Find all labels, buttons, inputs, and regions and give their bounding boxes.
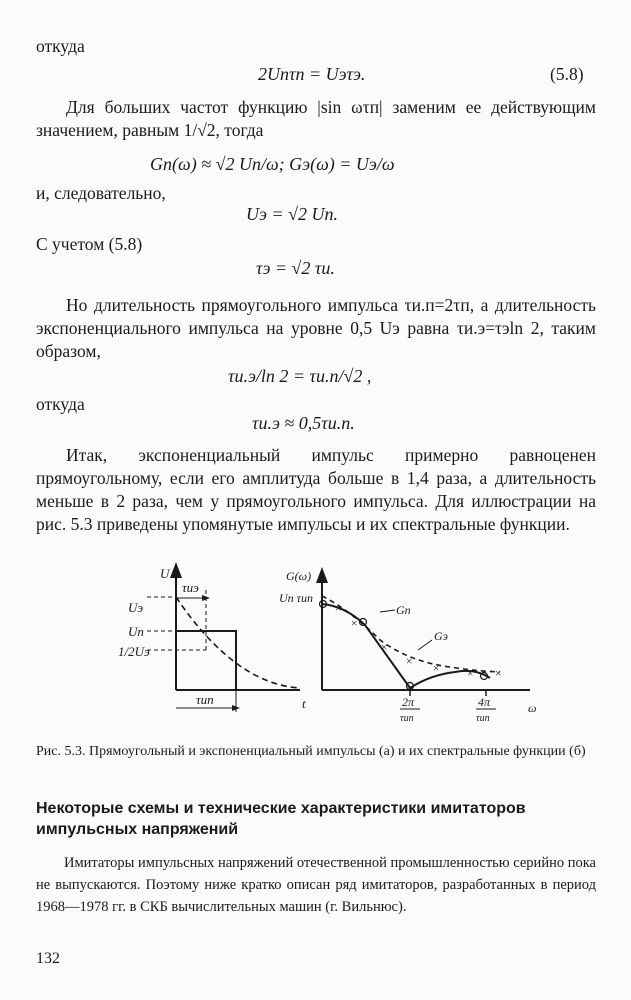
page-number: 132 [36,950,60,967]
label-omega-axis: ω [528,701,537,715]
label-u-p: Uп [128,624,144,639]
text-otkuda-1: откуда [36,36,85,56]
equation-g-functions: Gп(ω) ≈ √2 Uп/ω; Gэ(ω) = Uэ/ω [150,154,395,174]
exponential-pulse [176,597,300,688]
label-t-axis: t [302,696,306,711]
text-s-uchetom: С учетом (5.8) [36,234,143,254]
equation-number-5-8: (5.8) [550,64,584,84]
text-sledovatelno: и, следовательно, [36,183,166,203]
label-half-u: 1/2Uэ [118,644,150,659]
label-tau-ip: τип [196,692,214,707]
label-u-tau: Uп τип [279,591,313,605]
marker-cross: × [334,601,343,615]
section-heading: Некоторые схемы и технические характеристики имитаторов импульсных напряжений [36,800,526,838]
figure-labels-b [279,569,536,724]
marker-cross: × [380,640,389,654]
marker-cross: × [494,666,503,680]
equation-tau-ratio: τэ = √2 τи. [256,258,335,278]
paragraph-duration: Но длительность прямоугольного импульса τи.п=2τп, а длительность экспоненциального импульса на уровне 0,5 Uэ равна τи.э=τэln 2, таким образом, [36,295,596,361]
equation-5-8: 2Uпτп = Uэτэ. [258,64,366,84]
label-g-axis: G(ω) [286,569,312,583]
label-tick2-num: 4π [478,695,491,709]
equation-ln: τи.э/ln 2 = τи.п/√2 , [228,366,372,386]
label-u-e: Uэ [128,600,144,615]
equation-half: τи.э ≈ 0,5τи.п. [252,413,355,433]
paragraph-conclusion: Итак, экспоненциальный импульс примерно равноценен прямоугольному, если его амплитуда больше в 1,4 раза, а длительность меньше в 2 раза, чем у прямоугольного импульса. Для иллюстрации на рис. 5.3 приведены упомянутые импульсы и их спектральные функции. [36,445,596,534]
marker-cross: × [432,661,441,675]
figure-panel-a [147,570,300,712]
label-tick1-den: τип [400,713,414,724]
paragraph-high-freq: Для больших частот функцию |sin ωτп| заменим ее действующим значением, равным 1/√2, тогда [36,97,596,140]
label-tick1-num: 2π [402,695,415,709]
label-g-e: Gэ [434,629,448,643]
text-otkuda-2: откуда [36,394,85,414]
marker-cross: × [466,666,475,680]
marker-cross: × [405,654,414,668]
label-u-axis: U [160,566,170,581]
label-tick2-den: τип [476,713,490,724]
label-g-p: Gп [396,603,411,617]
paragraph-imitators: Имитаторы импульсных напряжений отечественной промышленностью серийно пока не выпускаются. Поэтому ниже кратко описан ряд имитаторов, разработанных в период 1968—1978 гг. в СКБ вычислительных машин (г. Вильнюс). [36,855,596,915]
figure-markers-b [320,601,503,697]
figure-caption: Рис. 5.3. Прямоугольный и экспоненциальный импульсы (а) и их спектральные функции (б) [36,744,586,759]
marker-cross: × [350,616,359,630]
equation-u-ratio: Uэ = √2 Uп. [246,204,338,224]
label-tau-ie: τиэ [182,580,199,595]
